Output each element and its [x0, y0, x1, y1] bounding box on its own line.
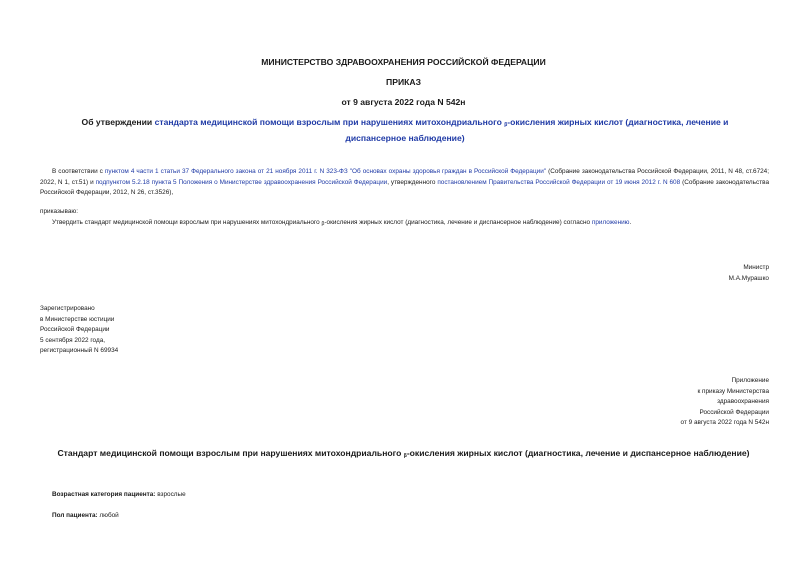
order-date-number: от 9 августа 2022 года N 542н	[341, 97, 466, 107]
regulation-link[interactable]: подпунктом 5.2.18 пункта 5 Положения о Министерстве здравоохранения Российской Федерации	[95, 178, 388, 186]
patient-sex-row	[52, 511, 119, 522]
patient-age-label: Возрастная категория пациента:	[52, 491, 156, 498]
registration-line: Российской Федерации	[40, 326, 110, 333]
title-prefix: Об утверждении	[81, 117, 155, 127]
government-decree-link[interactable]: постановлением Правительства Российской Федерации от 19 июня 2012 г. N 608	[437, 178, 681, 186]
appendix-line: к приказу Министерства	[697, 387, 769, 395]
appendix-line: от 9 августа 2022 года N 542н	[680, 419, 769, 426]
appendix-link[interactable]: приложению	[591, 219, 630, 226]
ministry-heading: МИНИСТЕРСТВО ЗДРАВООХРАНЕНИЯ РОССИЙСКОЙ ФЕДЕРАЦИИ	[261, 57, 546, 67]
patient-age-value: взрослые	[155, 491, 186, 498]
signature-block	[600, 263, 769, 284]
registration-line: в Министерстве юстиции	[40, 315, 115, 323]
patient-sex-label: Пол пациента:	[52, 512, 98, 519]
appendix-block	[600, 376, 769, 429]
order-paragraph: Утвердить стандарт медицинской помощи взрослым при нарушениях митохондриального β-окисления жирных кислот (диагностика, лечение и диспансерное наблюдение) согласно приложению.	[52, 219, 632, 227]
preamble-paragraph: В соответствии с пунктом 4 части 1 статьи 37 Федерального закона от 21 ноября 2011 г. N 323-ФЗ "Об основах охраны здоровья граждан в Российской Федерации" (Собрание законодательства Российской Федерации, 2011, N 48, ст.6724; 2022, N 1, ст.51) и подпунктом 5.2.18 пункта 5 Положения о Министерстве здравоохранения Российской Федерации, утвержденного постановлением Правительства Российской Федерации от 19 июня 2012 г. N 608 (Собрание законодательства Российской Федерации, 2012, N 26, ст.3526),	[40, 168, 770, 196]
beta-symbol: β	[504, 122, 508, 128]
order-title	[55, 116, 755, 145]
beta-symbol: β	[403, 453, 407, 459]
federal-law-link[interactable]: пунктом 4 части 1 статьи 37 Федерального закона от 21 ноября 2011 г. N 323-ФЗ "Об основах охраны здоровья граждан в Российской Федерации"	[104, 168, 547, 175]
signature-name: М.А.Мурашко	[728, 274, 769, 282]
registration-line: Зарегистрировано	[40, 305, 95, 312]
standard-title: Стандарт медицинской помощи взрослым при нарушениях митохондриального β-окисления жирных кислот (диагностика, лечение и диспансерное наблюдение)	[57, 448, 750, 459]
registration-line: 5 сентября 2022 года,	[40, 336, 106, 344]
appendix-line: Российской Федерации	[699, 408, 769, 416]
patient-age-row	[52, 490, 186, 501]
patient-sex-value: любой	[97, 512, 119, 519]
title-standard-link[interactable]: стандарта медицинской помощи взрослым при нарушениях митохондриального β-окисления жирных кислот (диагностика, лечение и диспансерное наблюдение)	[154, 117, 729, 143]
registration-line: регистрационный N 69934	[40, 347, 119, 354]
appendix-line: Приложение	[731, 377, 769, 384]
registration-block	[40, 304, 240, 357]
appendix-line: здравоохранения	[717, 398, 769, 405]
order-word: приказываю:	[40, 208, 78, 215]
beta-symbol: β	[321, 221, 325, 227]
signature-position: Министр	[743, 264, 769, 271]
order-type-heading: ПРИКАЗ	[386, 77, 421, 87]
